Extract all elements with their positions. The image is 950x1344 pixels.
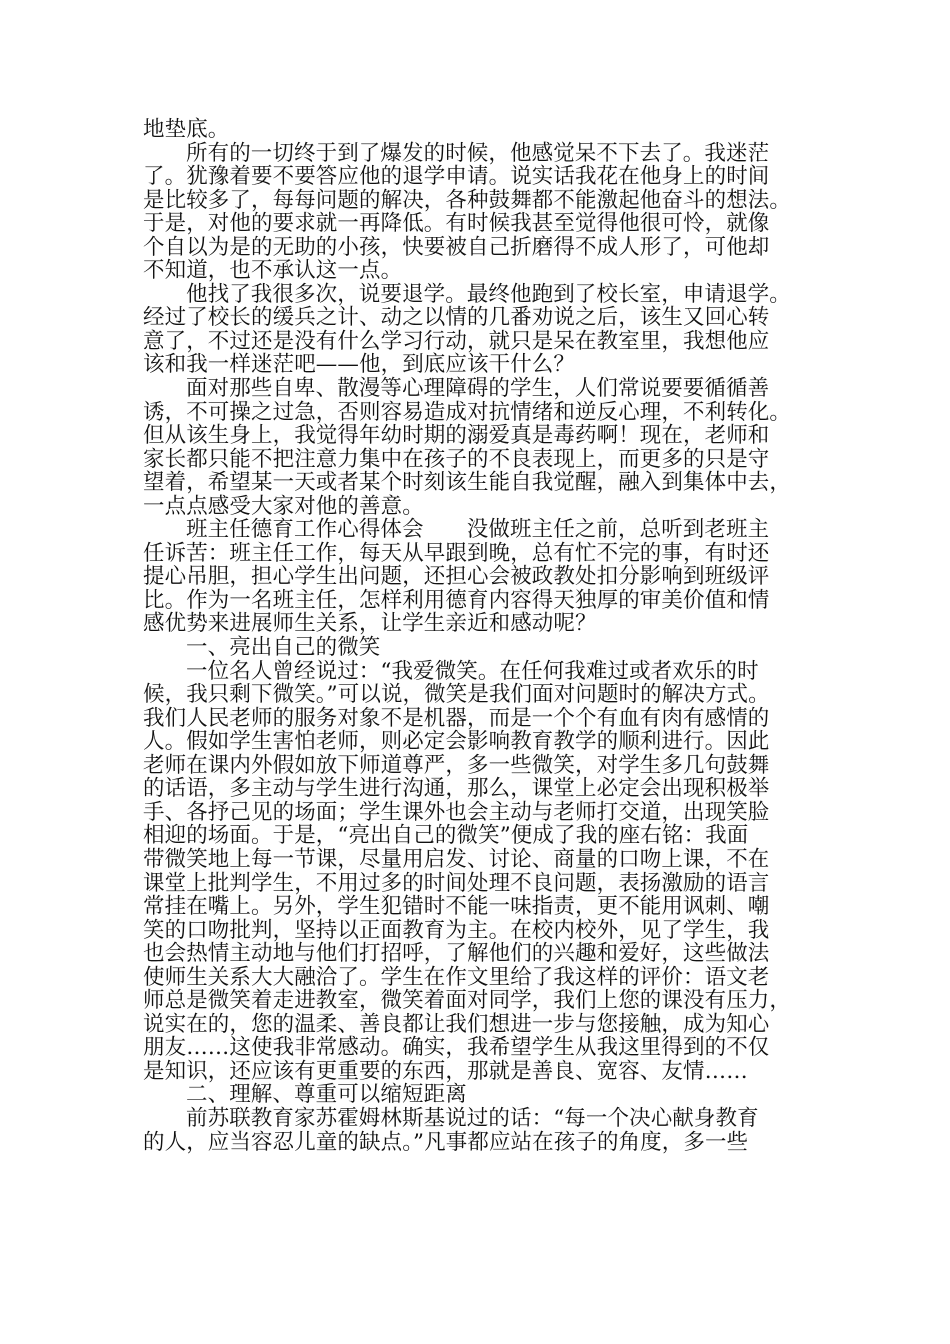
text-line: 个自以为是的无助的小孩，快要被自己折磨得不成人形了，可他却	[143, 234, 770, 260]
text-line: 说实在的，您的温柔、善良都让我们想进一步与您接触，成为知心	[143, 1011, 770, 1037]
text-line: 老师在课内外假如放下师道尊严，多一些微笑，对学生多几句鼓舞	[143, 752, 770, 778]
text-line: 前苏联教育家苏霍姆林斯基说过的话：“每一个决心献身教育	[186, 1105, 759, 1131]
text-line: 望着，希望某一天或者某个时刻该生能自我觉醒，融入到集体中去，	[143, 470, 792, 496]
text-line: 所有的一切终于到了爆发的时候，他感觉呆不下去了。我迷茫	[186, 140, 770, 166]
text-line: 也会热情主动地与他们打招呼，了解他们的兴趣和爱好，这些做法	[143, 941, 770, 967]
text-line: 提心吊胆，担心学生出问题，还担心会被政教处扣分影响到班级评	[143, 564, 770, 590]
text-line: 的话语，多主动与学生进行沟通，那么，课堂上必定会出现积极举	[143, 776, 770, 802]
text-line: 带微笑地上每一节课，尽量用启发、讨论、商量的口吻上课，不在	[143, 846, 770, 872]
text-line: 二、理解、尊重可以缩短距离	[186, 1082, 467, 1108]
text-line: 候，我只剩下微笑。”可以说，微笑是我们面对问题时的解决方式。	[143, 682, 770, 708]
text-line: 该和我一样迷茫吧——他，到底应该干什么？	[143, 352, 576, 378]
text-line: 他找了我很多次，说要退学。最终他跑到了校长室，申请退学。	[186, 281, 791, 307]
text-line: 于是，对他的要求就一再降低。有时候我甚至觉得他很可怜，就像	[143, 211, 770, 237]
text-line: 是比较多了，每每问题的解决，各种鼓舞都不能激起他奋斗的想法。	[143, 187, 792, 213]
text-line: 我们人民老师的服务对象不是机器，而是一个个有血有肉有感情的	[143, 705, 770, 731]
text-line: 相迎的场面。于是，“亮出自己的微笑”便成了我的座右铭：我面	[143, 823, 749, 849]
text-line: 的人，应当容忍儿童的缺点。”凡事都应站在孩子的角度，多一些	[143, 1129, 749, 1155]
text-line: 课堂上批判学生，不用过多的时间处理不良问题，表扬激励的语言	[143, 870, 770, 896]
text-line: 师总是微笑着走进教室，微笑着面对同学，我们上您的课没有压力，	[143, 988, 792, 1014]
text-line: 手、各抒己见的场面；学生课外也会主动与老师打交道，出现笑脸	[143, 799, 770, 825]
document-page	[143, 118, 843, 1154]
text-line: 一点点感受大家对他的善意。	[143, 493, 424, 519]
text-line: 地垫底。	[143, 117, 230, 142]
text-line: 感优势来进展师生关系，让学生亲近和感动呢？	[143, 611, 597, 637]
text-line: 班主任德育工作心得体会 没做班主任之前，总听到老班主	[186, 517, 770, 543]
text-line: 人。假如学生害怕老师，则必定会影响教育教学的顺利进行。因此	[143, 729, 770, 755]
text-line: 任诉苦：班主任工作，每天从早跟到晚，总有忙不完的事，有时还	[143, 540, 770, 566]
text-line: 笑的口吻批判，坚持以正面教育为主。在校内校外，见了学生，我	[143, 917, 770, 943]
text-line: 了。犹豫着要不要答应他的退学申请。说实话我花在他身上的时间	[143, 164, 770, 190]
text-line: 但从该生身上，我觉得年幼时期的溺爱真是毒药啊！现在，老师和	[143, 423, 770, 449]
text-line: 经过了校长的缓兵之计、动之以情的几番劝说之后，该生又回心转	[143, 305, 770, 331]
text-line: 使师生关系大大融洽了。学生在作文里给了我这样的评价：语文老	[143, 964, 770, 990]
text-line: 朋友……这使我非常感动。确实，我希望学生从我这里得到的不仅	[143, 1035, 770, 1061]
text-line: 比。作为一名班主任，怎样利用德育内容得天独厚的审美价值和情	[143, 587, 770, 613]
text-line: 不知道，也不承认这一点。	[143, 258, 403, 284]
text-line: 常挂在嘴上。另外，学生犯错时不能一味指责，更不能用讽刺、嘲	[143, 894, 770, 920]
text-line: 家长都只能不把注意力集中在孩子的不良表现上，而更多的只是守	[143, 446, 770, 472]
text-line: 一、亮出自己的微笑	[186, 635, 381, 661]
text-line: 一位名人曾经说过：“我爱微笑。在任何我难过或者欢乐的时	[186, 658, 759, 684]
text-line: 意了，不过还是没有什么学习行动，就只是呆在教室里，我想他应	[143, 328, 770, 354]
text-line: 面对那些自卑、散漫等心理障碍的学生，人们常说要要循循善	[186, 376, 770, 402]
text-line: 诱，不可操之过急，否则容易造成对抗情绪和逆反心理，不利转化。	[143, 399, 792, 425]
text-line: 是知识，还应该有更重要的东西，那就是善良、宽容、友情……	[143, 1058, 748, 1084]
